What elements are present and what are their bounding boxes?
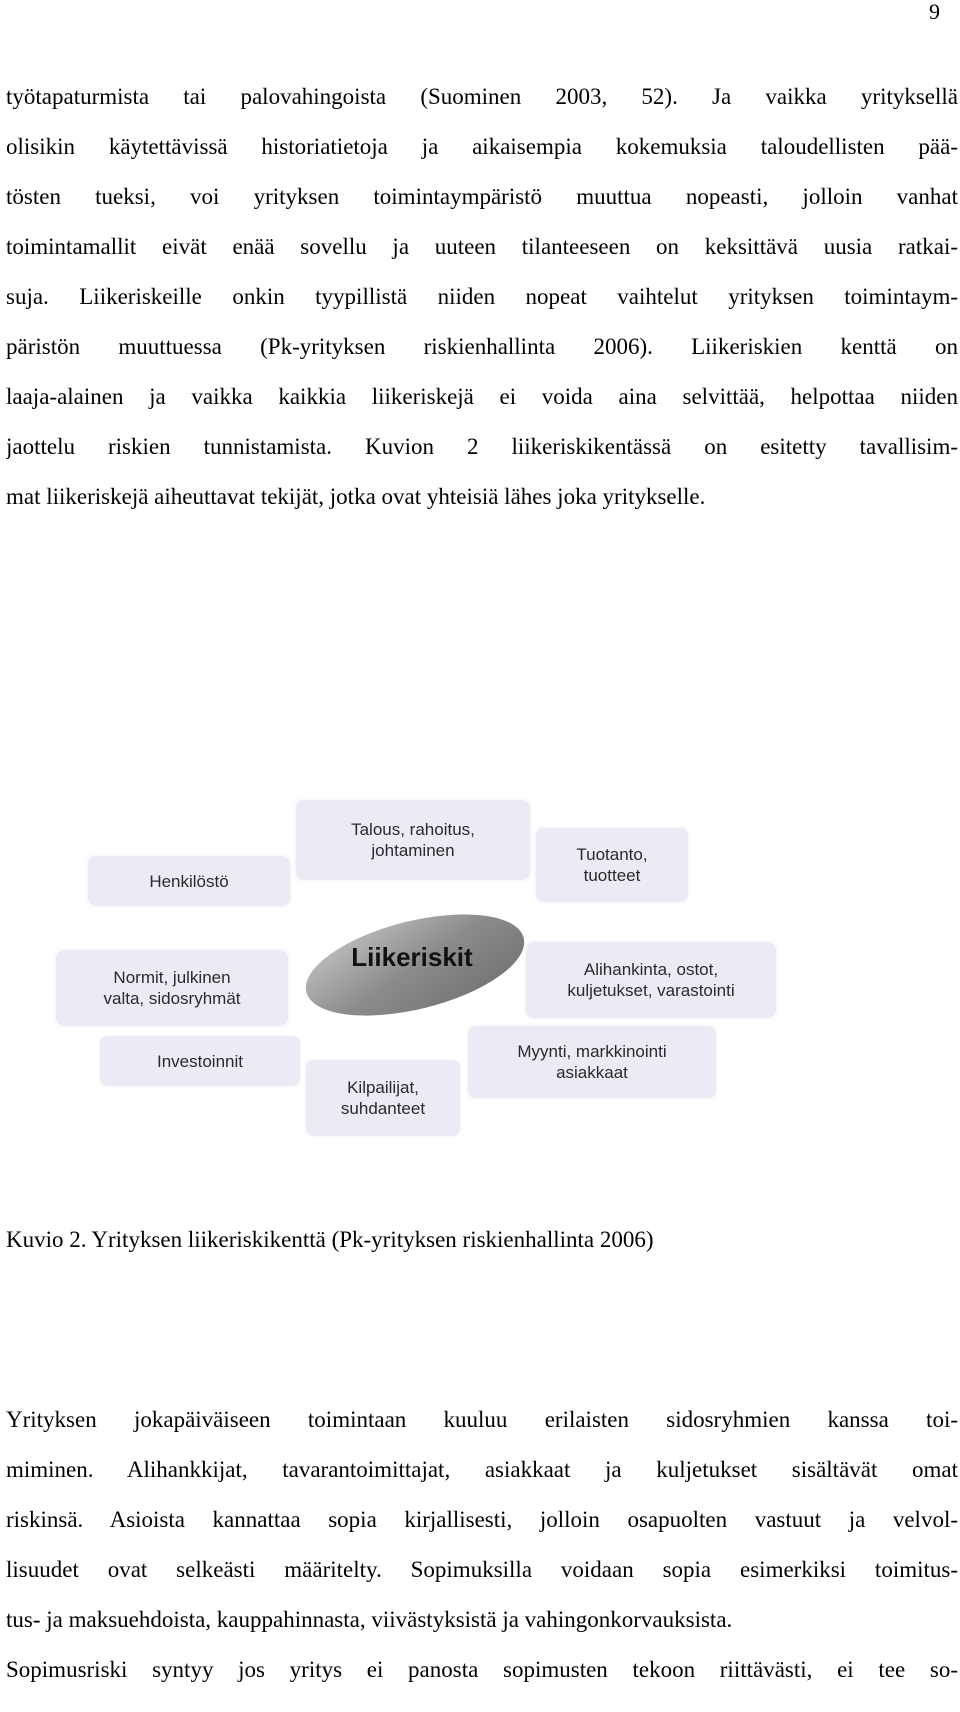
box-label: Myynti, markkinointi asiakkaat (517, 1042, 667, 1082)
text-line: suja. Liikeriskeille onkin tyypillistä niiden nopeat vaihtelut yrityksen toimintaym- (6, 284, 958, 309)
text-line: miminen. Alihankkijat, tavarantoimittajat, asiakkaat ja kuljetukset sisältävät omat (6, 1457, 958, 1482)
body-paragraph-2 (6, 1395, 958, 1695)
box-investoinnit (100, 1036, 300, 1086)
page-number: 9 (929, 0, 940, 24)
box-kilpailijat (306, 1060, 460, 1136)
figure-caption: Kuvio 2. Yrityksen liikeriskikenttä (Pk-yrityksen riskienhallinta 2006) (6, 1227, 654, 1252)
box-label: Kilpailijat, suhdanteet (340, 1078, 426, 1118)
box-label: Talous, rahoitus, johtaminen (351, 820, 475, 860)
box-label: Normit, julkinen valta, sidosryhmät (103, 968, 241, 1008)
text-line: jaottelu riskien tunnistamista. Kuvion 2 liikeriskikentässä on esitetty tavallisim- (6, 434, 958, 459)
box-label: Henkilöstö (149, 871, 229, 891)
text-line: toimintamallit eivät enää sovellu ja uuteen tilanteeseen on keksittävä uusia ratkai- (6, 234, 958, 259)
text-line: riskinsä. Asioista kannattaa sopia kirjallisesti, jolloin osapuolten vastuut ja velvol- (6, 1507, 958, 1532)
text-line: työtapaturmista tai palovahingoista (Suominen 2003, 52). Ja vaikka yrityksellä (6, 84, 958, 109)
text-line: tösten tueksi, voi yrityksen toimintaympäristö muuttua nopeasti, jolloin vanhat (6, 184, 958, 209)
box-myynti (468, 1026, 716, 1098)
text-line: lisuudet ovat selkeästi määritelty. Sopimuksilla voidaan sopia esimerkiksi toimitus- (6, 1557, 958, 1582)
text-line: tus- ja maksuehdoista, kauppahinnasta, viivästyksistä ja vahingonkorvauksista. (6, 1607, 733, 1632)
center-label: Liikeriskit (351, 942, 473, 972)
box-tuotanto (536, 828, 688, 902)
business-risk-diagram (0, 790, 960, 1170)
box-label: Investoinnit (157, 1051, 243, 1071)
box-label: Tuotanto, tuotteet (576, 845, 648, 885)
body-paragraph-1 (6, 72, 958, 522)
box-normit (56, 950, 288, 1026)
box-alihankinta (526, 942, 776, 1018)
box-talous (296, 800, 530, 880)
box-henkilosto (88, 856, 290, 906)
text-line: mat liikeriskejä aiheuttavat tekijät, jotka ovat yhteisiä lähes joka yritykselle. (6, 484, 706, 509)
text-line: päristön muuttuessa (Pk-yrityksen riskienhallinta 2006). Liikeriskien kenttä on (6, 334, 958, 359)
text-line: laaja-alainen ja vaikka kaikkia liikeriskejä ei voida aina selvittää, helpottaa niiden (6, 384, 958, 409)
text-line: Sopimusriski syntyy jos yritys ei panosta sopimusten tekoon riittävästi, ei tee so- (6, 1657, 958, 1682)
text-line: olisikin käytettävissä historiatietoja ja aikaisempia kokemuksia taloudellisten pää- (6, 134, 958, 159)
text-line: Yrityksen jokapäiväiseen toimintaan kuuluu erilaisten sidosryhmien kanssa toi- (6, 1407, 958, 1432)
box-label: Alihankinta, ostot, kuljetukset, varastointi (567, 960, 735, 1000)
